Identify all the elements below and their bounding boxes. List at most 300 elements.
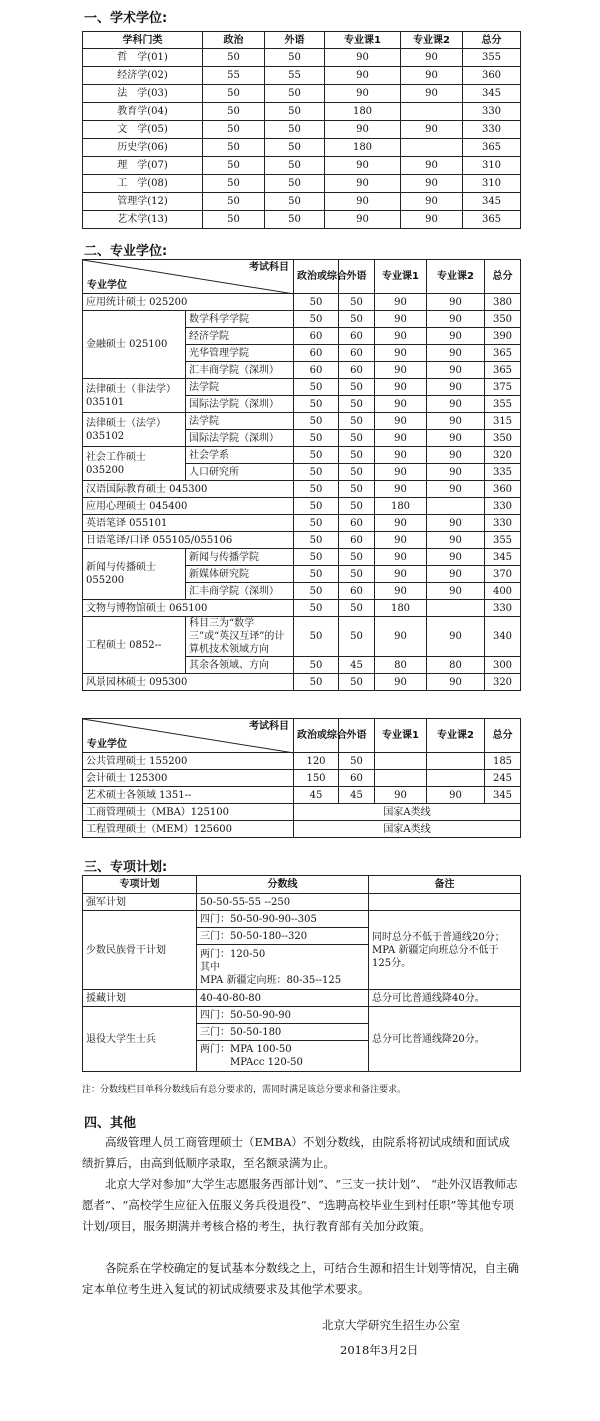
table-cell: 330 [485, 515, 521, 532]
table-cell: 90 [375, 396, 427, 413]
diagonal-header-cell [83, 260, 294, 294]
diag-top-label: 考试科目 [249, 721, 289, 732]
diag-bottom-label: 专业学位 [87, 280, 127, 291]
program-name-cell: 法律硕士（法学）035102 [83, 413, 186, 447]
table-cell: 180 [375, 498, 427, 515]
header-cell: 专业课2 [401, 32, 463, 49]
table-cell: 50 [294, 464, 339, 481]
table-cell: 50 [265, 157, 325, 175]
table-cell: 90 [375, 515, 427, 532]
plan-name-cell: 退役大学生士兵 [83, 1007, 197, 1072]
header-cell: 专业课1 [375, 719, 427, 753]
table-cell: 50 [294, 396, 339, 413]
remark-cell [369, 894, 521, 911]
program-name-cell: 应用心理硕士 045400 [83, 498, 294, 515]
table-cell: 50 [294, 549, 339, 566]
table-row [83, 911, 521, 928]
table-cell: 60 [339, 532, 375, 549]
table-cell: 50 [294, 481, 339, 498]
table-cell: 330 [485, 600, 521, 617]
table-cell: 50 [339, 481, 375, 498]
header-cell: 总分 [463, 32, 521, 49]
school-cell: 其余各领域、方向 [186, 657, 294, 674]
table-cell: 90 [375, 674, 427, 691]
table-cell: 50 [203, 139, 265, 157]
table-cell: 50 [339, 674, 375, 691]
table-cell: 50 [294, 566, 339, 583]
table-cell: 90 [325, 157, 401, 175]
program-name-cell: 社会工作硕士 035200 [83, 447, 186, 481]
program-name-cell: 工程管理硕士（MEM）125600 [83, 821, 294, 838]
table-cell: 355 [485, 396, 521, 413]
table-cell: 90 [375, 413, 427, 430]
program-name-cell: 会计硕士 125300 [83, 770, 294, 787]
table-cell: 80 [375, 657, 427, 674]
table-cell: 345 [463, 193, 521, 211]
table-cell: 90 [427, 549, 485, 566]
table-cell: 350 [485, 430, 521, 447]
score-line-cell: 四门：50-50-90-90--305 [197, 911, 369, 928]
table-cell: 50 [339, 464, 375, 481]
table-cell: 335 [485, 464, 521, 481]
table-cell: 90 [427, 674, 485, 691]
table-row [83, 498, 521, 515]
table-cell [375, 770, 427, 787]
header-cell: 政治或综合 [294, 260, 339, 294]
program-name-cell: 新闻与传播硕士 055200 [83, 549, 186, 600]
table-row [83, 121, 521, 139]
table-cell: 90 [427, 566, 485, 583]
program-name-cell: 应用统计硕士 025200 [83, 294, 294, 311]
table-cell: 90 [427, 515, 485, 532]
table-cell: 90 [375, 311, 427, 328]
table-cell: 90 [375, 464, 427, 481]
table-cell: 50 [294, 515, 339, 532]
table-cell: 90 [401, 85, 463, 103]
table-row [83, 481, 521, 498]
table-cell: 400 [485, 583, 521, 600]
table-cell: 50 [339, 498, 375, 515]
table-cell: 90 [325, 85, 401, 103]
table-cell: 50 [203, 193, 265, 211]
program-name-cell: 艺术硕士各领域 1351-- [83, 787, 294, 804]
professional-degree-table [82, 259, 521, 691]
table-cell: 310 [463, 157, 521, 175]
table-row [83, 753, 521, 770]
school-cell: 法学院 [186, 379, 294, 396]
school-cell: 人口研究所 [186, 464, 294, 481]
table-cell: 艺术学(13) [83, 211, 203, 229]
table-cell: 90 [427, 430, 485, 447]
header-cell: 专业课2 [427, 260, 485, 294]
signature: 北京大学研究生招生办公室 [322, 1318, 460, 1332]
table-cell: 365 [463, 211, 521, 229]
table-cell: 50 [294, 657, 339, 674]
table-cell: 375 [485, 379, 521, 396]
table-cell: 90 [375, 481, 427, 498]
table-row [83, 175, 521, 193]
table-row [83, 85, 521, 103]
table-cell: 90 [427, 379, 485, 396]
program-name-cell: 公共管理硕士 155200 [83, 753, 294, 770]
table-cell: 90 [325, 121, 401, 139]
table-row [83, 193, 521, 211]
table-cell: 90 [325, 175, 401, 193]
table-row [83, 49, 521, 67]
school-cell: 新媒体研究院 [186, 566, 294, 583]
table-cell: 90 [427, 481, 485, 498]
table-cell: 330 [485, 498, 521, 515]
table-cell: 90 [375, 328, 427, 345]
table-cell: 320 [485, 674, 521, 691]
score-line-cell: 三门：50-50-180 [197, 1024, 369, 1041]
table-cell: 50 [339, 600, 375, 617]
table-cell: 50 [339, 447, 375, 464]
section-other-title: 四、其他 [84, 1116, 137, 1131]
table-cell: 90 [427, 362, 485, 379]
table-row [83, 770, 521, 787]
table-cell [427, 753, 485, 770]
section-academic-title: 一、学术学位: [84, 11, 168, 26]
header-cell: 外语 [339, 260, 375, 294]
table-cell: 330 [463, 103, 521, 121]
table-cell: 90 [401, 193, 463, 211]
score-line-cell: 三门：50-50-180--320 [197, 928, 369, 945]
table-cell: 330 [463, 121, 521, 139]
table-cell: 50 [294, 674, 339, 691]
table-cell: 60 [339, 345, 375, 362]
table-row [83, 1007, 521, 1024]
table-cell: 90 [427, 787, 485, 804]
table-cell: 文 学(05) [83, 121, 203, 139]
table-cell: 365 [485, 345, 521, 362]
table-cell: 50 [265, 139, 325, 157]
table-cell: 50 [339, 549, 375, 566]
table-cell [427, 770, 485, 787]
table-cell: 历史学(06) [83, 139, 203, 157]
header-cell: 总分 [485, 719, 521, 753]
table-row [83, 139, 521, 157]
program-name-cell: 文物与博物馆硕士 065100 [83, 600, 294, 617]
diag-bottom-label: 专业学位 [87, 739, 127, 750]
table-cell: 90 [427, 413, 485, 430]
table-cell: 185 [485, 753, 521, 770]
table-cell: 50 [265, 211, 325, 229]
table-cell: 90 [375, 617, 427, 657]
school-cell: 社会学系 [186, 447, 294, 464]
table-cell: 390 [485, 328, 521, 345]
diag-top-label: 考试科目 [249, 262, 289, 273]
merged-score-cell: 国家A类线 [294, 821, 521, 838]
table-row [83, 157, 521, 175]
table-cell: 55 [265, 67, 325, 85]
header-cell: 专业课2 [427, 719, 485, 753]
table-cell: 50 [294, 583, 339, 600]
table-cell: 90 [401, 49, 463, 67]
plan-name-cell: 援藏计划 [83, 990, 197, 1007]
table-cell: 345 [485, 549, 521, 566]
table-cell: 55 [203, 67, 265, 85]
header-cell: 总分 [485, 260, 521, 294]
program-name-cell: 工程硕士 0852-- [83, 617, 186, 674]
table-row [83, 674, 521, 691]
table-cell: 180 [375, 600, 427, 617]
table-cell: 教育学(04) [83, 103, 203, 121]
special-plan-table [82, 875, 521, 1072]
table-cell: 法 学(03) [83, 85, 203, 103]
table-cell: 50 [339, 566, 375, 583]
table-cell: 工 学(08) [83, 175, 203, 193]
table-cell: 50 [294, 532, 339, 549]
school-cell: 数学科学学院 [186, 311, 294, 328]
table-row [83, 294, 521, 311]
table-row [83, 787, 521, 804]
professional-degree-table-2 [82, 718, 521, 838]
header-cell: 政治 [203, 32, 265, 49]
table-cell: 90 [375, 362, 427, 379]
table-cell: 355 [463, 49, 521, 67]
table-cell: 50 [265, 103, 325, 121]
section-professional-title: 二、专业学位: [84, 244, 168, 259]
table-cell [401, 139, 463, 157]
plan-name-cell: 强军计划 [83, 894, 197, 911]
table-cell: 90 [401, 67, 463, 85]
score-line-cell: 40-40-80-80 [197, 990, 369, 1007]
table-cell: 50 [265, 49, 325, 67]
table-cell: 50 [203, 85, 265, 103]
table-cell: 90 [401, 157, 463, 175]
table-cell: 50 [339, 311, 375, 328]
table-cell: 90 [375, 345, 427, 362]
table-cell: 90 [401, 121, 463, 139]
table-cell: 90 [375, 379, 427, 396]
program-name-cell: 工商管理硕士（MBA）125100 [83, 804, 294, 821]
table-cell: 90 [401, 175, 463, 193]
header-cell: 专业课1 [375, 260, 427, 294]
table-cell: 50 [203, 121, 265, 139]
section-special-title: 三、专项计划: [84, 860, 168, 875]
school-cell: 新闻与传播学院 [186, 549, 294, 566]
table-cell: 60 [294, 362, 339, 379]
table-cell: 45 [339, 657, 375, 674]
table-cell: 60 [339, 770, 375, 787]
table-cell: 90 [375, 430, 427, 447]
table-cell: 320 [485, 447, 521, 464]
table-cell: 50 [294, 294, 339, 311]
table-cell: 90 [325, 193, 401, 211]
school-cell: 国际法学院（深圳） [186, 396, 294, 413]
table-cell: 90 [375, 294, 427, 311]
table-cell: 90 [427, 583, 485, 600]
table-cell: 310 [463, 175, 521, 193]
signature-date: 2018年3月2日 [340, 1343, 419, 1357]
table-cell: 50 [339, 430, 375, 447]
table-cell: 管理学(12) [83, 193, 203, 211]
table-cell: 50 [265, 121, 325, 139]
table-cell: 60 [339, 515, 375, 532]
school-cell: 经济学院 [186, 328, 294, 345]
table-row [83, 600, 521, 617]
table-cell: 50 [203, 157, 265, 175]
table-cell: 60 [339, 362, 375, 379]
table-cell: 50 [339, 294, 375, 311]
table-row [83, 549, 521, 566]
table-cell: 90 [375, 532, 427, 549]
table-cell: 90 [375, 787, 427, 804]
remark-cell: 同时总分不低于普通线20分；MPA 新疆定向班总分不低于125分。 [369, 911, 521, 990]
footnote: 注：分数线栏目单科分数线后有总分要求的，需同时满足该总分要求和备注要求。 [82, 1085, 407, 1095]
table-cell: 50 [203, 211, 265, 229]
table-cell: 345 [463, 85, 521, 103]
table-cell: 50 [294, 447, 339, 464]
program-name-cell: 日语笔译/口译 055105/055106 [83, 532, 294, 549]
table-cell: 经济学(02) [83, 67, 203, 85]
program-name-cell: 汉语国际教育硕士 045300 [83, 481, 294, 498]
score-line-cell: 50-50-55-55 --250 [197, 894, 369, 911]
table-cell: 50 [265, 193, 325, 211]
table-cell: 50 [203, 175, 265, 193]
table-row [83, 379, 521, 396]
table-cell: 245 [485, 770, 521, 787]
remark-cell: 总分可比普通线降20分。 [369, 1007, 521, 1072]
school-cell: 汇丰商学院（深圳） [186, 362, 294, 379]
table-row [83, 804, 521, 821]
school-cell: 法学院 [186, 413, 294, 430]
table-cell: 60 [339, 328, 375, 345]
table-cell: 80 [427, 657, 485, 674]
academic-degree-table [82, 31, 521, 229]
diagonal-header-cell [83, 719, 294, 753]
header-cell: 专业课1 [325, 32, 401, 49]
table-cell: 50 [294, 600, 339, 617]
table-row [83, 103, 521, 121]
header-cell: 政治或综合 [294, 719, 339, 753]
merged-score-cell: 国家A类线 [294, 804, 521, 821]
table-cell: 50 [294, 430, 339, 447]
table-cell: 300 [485, 657, 521, 674]
table-cell: 150 [294, 770, 339, 787]
table-cell: 50 [339, 396, 375, 413]
table-cell: 355 [485, 532, 521, 549]
table-cell: 60 [294, 345, 339, 362]
table-row [83, 447, 521, 464]
table-row [83, 211, 521, 229]
table-cell: 50 [203, 49, 265, 67]
table-cell [427, 600, 485, 617]
table-cell [427, 498, 485, 515]
table-row [83, 413, 521, 430]
table-cell: 90 [427, 311, 485, 328]
table-cell: 45 [339, 787, 375, 804]
table-cell: 90 [325, 67, 401, 85]
table-row [83, 821, 521, 838]
table-cell: 60 [339, 583, 375, 600]
table-cell: 90 [427, 294, 485, 311]
table-cell: 120 [294, 753, 339, 770]
table-cell: 90 [401, 211, 463, 229]
table-cell: 90 [427, 532, 485, 549]
school-cell: 科目三为“数学三”或“英汉互译”的计算机技术领域方向 [186, 617, 294, 657]
program-name-cell: 风景园林硕士 095300 [83, 674, 294, 691]
table-cell: 理 学(07) [83, 157, 203, 175]
program-name-cell: 金融硕士 025100 [83, 311, 186, 379]
table-cell: 90 [375, 549, 427, 566]
table-cell: 360 [463, 67, 521, 85]
table-row [83, 67, 521, 85]
table-cell: 90 [427, 396, 485, 413]
table-row [83, 894, 521, 911]
table-cell: 365 [485, 362, 521, 379]
table-cell: 315 [485, 413, 521, 430]
table-cell: 50 [294, 311, 339, 328]
table-cell: 340 [485, 617, 521, 657]
table-cell: 370 [485, 566, 521, 583]
score-line-cell: 两门：120-50 其中 MPA 新疆定向班：80-35--125 [197, 945, 369, 990]
table-cell: 365 [463, 139, 521, 157]
table-cell: 50 [294, 617, 339, 657]
table-cell: 180 [325, 103, 401, 121]
table-cell: 90 [325, 211, 401, 229]
table-cell: 60 [294, 328, 339, 345]
table-row [83, 617, 521, 657]
header-cell: 备注 [369, 876, 521, 894]
table-cell: 380 [485, 294, 521, 311]
paragraph: 高级管理人员工商管理硕士（EMBA）不划分数线，由院系将初试成绩和面试成绩折算后，由高到低顺序录取，至名额录满为止。 [82, 1135, 510, 1170]
table-cell: 90 [375, 566, 427, 583]
table-cell: 50 [339, 753, 375, 770]
plan-name-cell: 少数民族骨干计划 [83, 911, 197, 990]
table-cell: 45 [294, 787, 339, 804]
school-cell: 国际法学院（深圳） [186, 430, 294, 447]
table-cell: 90 [427, 328, 485, 345]
table-cell: 90 [375, 583, 427, 600]
school-cell: 汇丰商学院（深圳） [186, 583, 294, 600]
table-cell: 90 [427, 447, 485, 464]
header-cell: 学科门类 [83, 32, 203, 49]
table-cell: 50 [203, 103, 265, 121]
school-cell: 光华管理学院 [186, 345, 294, 362]
table-cell: 350 [485, 311, 521, 328]
header-cell: 分数线 [197, 876, 369, 894]
table-cell: 50 [294, 379, 339, 396]
table-cell: 90 [375, 447, 427, 464]
table-row [83, 515, 521, 532]
header-cell: 外语 [265, 32, 325, 49]
score-line-cell: 两门：MPA 100-50 MPAcc 120-50 [197, 1041, 369, 1072]
header-cell: 外语 [339, 719, 375, 753]
table-cell: 50 [339, 413, 375, 430]
header-cell: 专项计划 [83, 876, 197, 894]
paragraph: 北京大学对参加“大学生志愿服务西部计划”、“三支一扶计划”、 “赴外汉语教师志愿者”、“高校学生应征入伍服义务兵役退役”、“选聘高校毕业生到村任职”等其他专项计划/项目，服务期满并考核合格的考生，执行教育部有关加分政策。 [82, 1177, 518, 1233]
table-cell: 90 [427, 617, 485, 657]
table-cell: 50 [265, 85, 325, 103]
table-cell: 90 [427, 345, 485, 362]
remark-cell: 总分可比普通线降40分。 [369, 990, 521, 1007]
program-name-cell: 法律硕士（非法学）035101 [83, 379, 186, 413]
table-cell: 360 [485, 481, 521, 498]
table-cell [401, 103, 463, 121]
table-cell: 50 [265, 175, 325, 193]
table-row [83, 990, 521, 1007]
table-row [83, 311, 521, 328]
table-cell: 345 [485, 787, 521, 804]
table-cell: 90 [427, 464, 485, 481]
table-cell: 180 [325, 139, 401, 157]
table-cell: 50 [294, 498, 339, 515]
table-cell: 哲 学(01) [83, 49, 203, 67]
table-row [83, 532, 521, 549]
table-cell [375, 753, 427, 770]
